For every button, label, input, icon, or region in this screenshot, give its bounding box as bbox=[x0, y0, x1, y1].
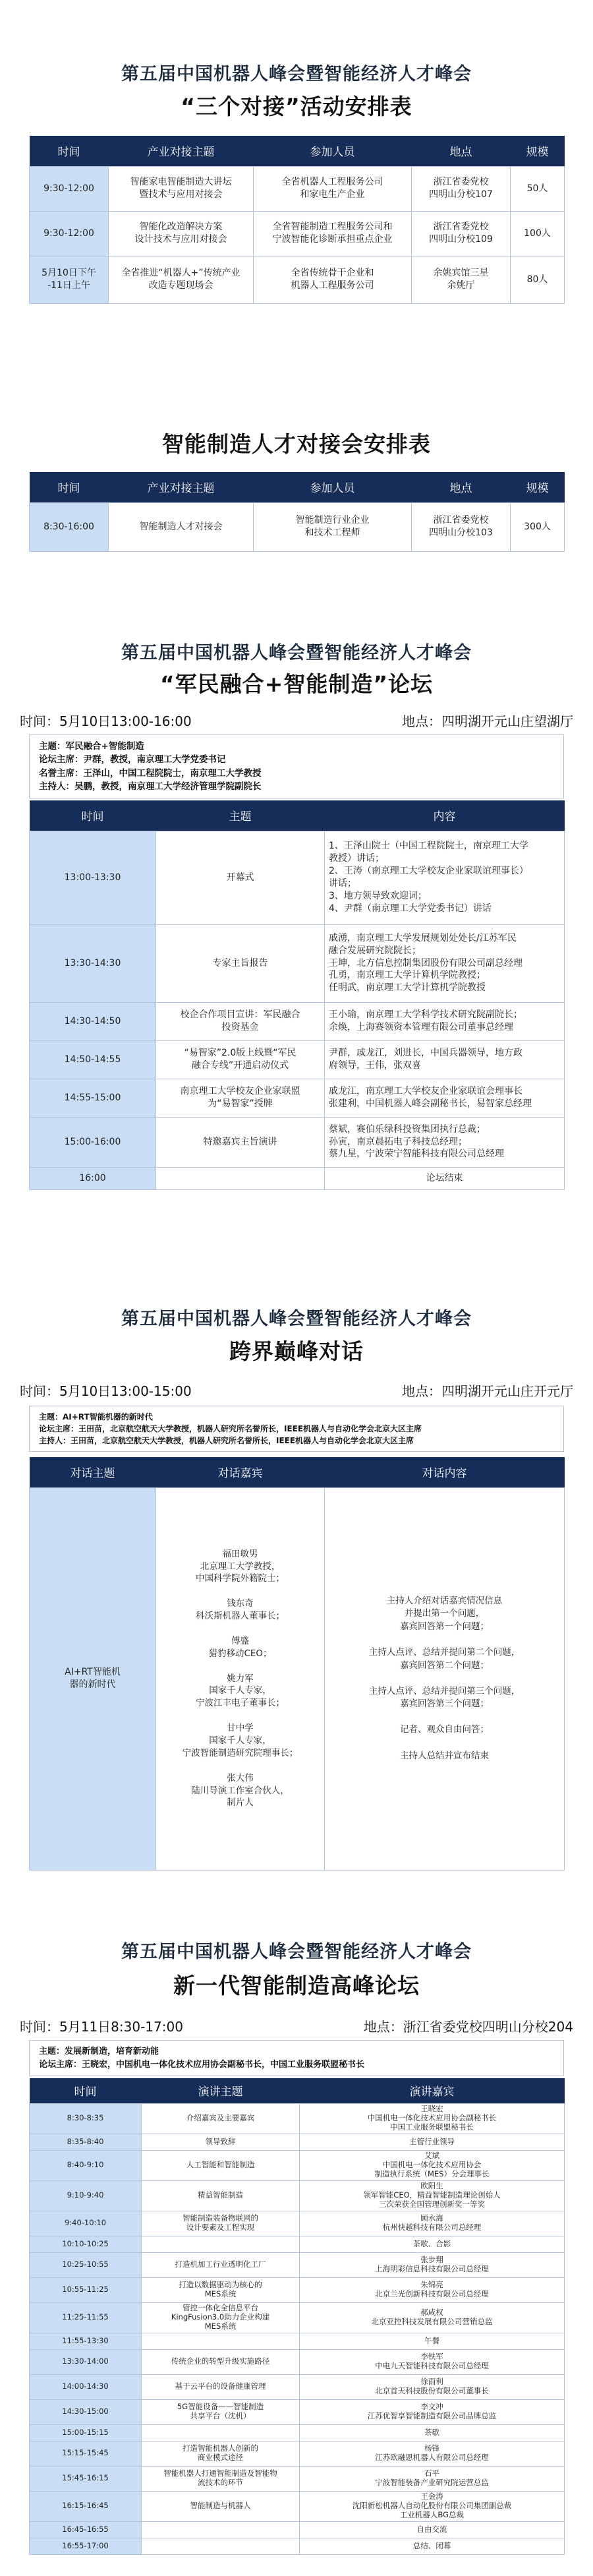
header-cell: 产业对接主题 bbox=[109, 472, 254, 502]
forum-place: 地点：四明湖开元山庄望湖厅 bbox=[402, 713, 573, 729]
table-cell: 全省智能制造工程服务公司和 宁波智能化诊断承担重点企业 bbox=[254, 211, 412, 256]
dialogue-content: 主持人介绍对话嘉宾情况信息 并提出第一个问题， 嘉宾回答第一个问题； 主持人点评、总结并提问第二个问题， 嘉宾回答第二个问题； 主持人点评、总结并提问第三个问题， 嘉宾回答第三个问题； 记者、观众自由问答； 主持人总结并宣布结束 bbox=[325, 1487, 565, 1870]
table-cell: 16:15-16:45 bbox=[30, 2491, 142, 2521]
table-header-row bbox=[30, 800, 565, 831]
table-cell: 智能家电智能制造大讲坛 暨技术与应用对接会 bbox=[109, 166, 254, 211]
table-cell: 11:55-13:30 bbox=[30, 2333, 142, 2349]
table-cell: 10:55-11:25 bbox=[30, 2277, 142, 2302]
section4-title: 第五届中国机器人峰会暨智能经济人才峰会 bbox=[121, 1309, 472, 1329]
info-line: 名誉主席：王泽山，中国工程院院士，南京理工大学教授 bbox=[39, 767, 262, 779]
header-cell: 规模 bbox=[511, 472, 565, 502]
table-header-row bbox=[30, 472, 565, 502]
table-row bbox=[30, 2521, 565, 2538]
table-cell bbox=[142, 2236, 300, 2252]
table-cell: 王晓宏 中国机电一体化技术应用协会副秘书长 中国工业服务联盟秘书长 bbox=[300, 2103, 565, 2134]
table-cell: 8:30-16:00 bbox=[30, 502, 109, 551]
table-cell: 智能制造装备物联网的 设计要素及工程实现 bbox=[142, 2211, 300, 2236]
table-cell: 王小瑜，南京理工大学科学技术研究院副院长； 余焕，上海赛领资本管理有限公司董事总经理 bbox=[325, 1002, 565, 1040]
table-row bbox=[30, 2399, 565, 2424]
table-cell: 张步翔 上海明彩信息科技有限公司总经理 bbox=[300, 2252, 565, 2277]
table-row bbox=[30, 2491, 565, 2521]
table-row bbox=[30, 2424, 565, 2441]
header-cell: 内容 bbox=[325, 800, 565, 831]
info-line: 论坛主席：王田苗，北京航空航天大学教授，机器人研究所名誉所长，IEEE机器人与自动化学会北京大区主席 bbox=[39, 1424, 422, 1433]
info-line: 主题：AI+RT智能机器的新时代 bbox=[39, 1412, 153, 1422]
table-cell: 郝咸权 北京亚控科技发展有限公司营销总监 bbox=[300, 2302, 565, 2333]
info-line: 主题：军民融合+智能制造 bbox=[39, 741, 144, 752]
table-cell: 全省传统骨干企业和 机器人工程服务公司 bbox=[254, 256, 412, 303]
section1-table bbox=[29, 136, 564, 304]
table-cell: 50人 bbox=[511, 166, 565, 211]
table-cell: 茶歇、合影 bbox=[300, 2236, 565, 2252]
forum-time: 时间：5月11日8:30-17:00 bbox=[20, 2019, 183, 2035]
table-cell: 总结、闭幕 bbox=[300, 2538, 565, 2554]
table-cell: 专家主旨报告 bbox=[156, 924, 325, 1002]
section4-info-box bbox=[29, 1406, 564, 1452]
table-cell: 李铁军 中电九天智能科技有限公司总经理 bbox=[300, 2349, 565, 2374]
table-row bbox=[30, 2302, 565, 2333]
table-cell: 朱锦亮 北京兰光创新科技有限公司总经理 bbox=[300, 2277, 565, 2302]
table-row bbox=[30, 2466, 565, 2491]
table-header-row bbox=[30, 136, 565, 166]
section3-subtitle: “军民融合+智能制造”论坛 bbox=[159, 671, 434, 697]
table-cell: 14:30-14:50 bbox=[30, 1002, 156, 1040]
table-cell: 尹群，戚龙江，刘进长，中国兵器领导，地方政 府领导，王伟，张双喜 bbox=[325, 1040, 565, 1079]
table-cell: 15:00-15:15 bbox=[30, 2424, 142, 2441]
table-cell: 打造机加工行业透明化工厂 bbox=[142, 2252, 300, 2277]
table-cell: 9:30-12:00 bbox=[30, 211, 109, 256]
table-cell: 杨锋 江苏欧融恩机器人有限公司总经理 bbox=[300, 2441, 565, 2466]
table-cell: 智能制造人才对接会 bbox=[109, 502, 254, 551]
table-cell: 80人 bbox=[511, 256, 565, 303]
header-cell: 时间 bbox=[30, 800, 156, 831]
table-cell: 校企合作项目宣讲：军民融合 投资基金 bbox=[156, 1002, 325, 1040]
table-row bbox=[30, 1040, 565, 1079]
table-cell: 1、王泽山院士（中国工程院院士，南京理工大学 教授）讲话； 2、王涛（南京理工大学校友企业家联谊理事长） 讲话； 3、地方领导致欢迎词； 4、尹群（南京理工大学党委书记）讲话 bbox=[325, 831, 565, 924]
section4-meta bbox=[20, 1381, 573, 1400]
table-cell: 戚湧，南京理工大学发展规划处处长/江苏军民 融合发展研究院院长； 王坤，北方信息控制集团股份有限公司副总经理 孔勇，南京理工大学计算机学院教授； 任明武，南京理工大学计算机学院教授 bbox=[325, 924, 565, 1002]
info-line: 主持人：吴鹏，教授，南京理工大学经济管理学院副院长 bbox=[39, 781, 262, 792]
table-cell: 顾永海 杭州快越科技有限公司总经理 bbox=[300, 2211, 565, 2236]
header-cell: 产业对接主题 bbox=[109, 136, 254, 166]
table-cell: 14:55-15:00 bbox=[30, 1079, 156, 1117]
table-cell: 11:25-11:55 bbox=[30, 2302, 142, 2333]
table-header-row bbox=[30, 1457, 565, 1487]
table-row bbox=[30, 1079, 565, 1117]
table-cell: 精益智能制造 bbox=[142, 2180, 300, 2211]
section5-subtitle: 新一代智能制造高峰论坛 bbox=[173, 1973, 420, 1998]
table-cell bbox=[156, 1167, 325, 1189]
table-cell: 14:50-14:55 bbox=[30, 1040, 156, 1079]
table-row bbox=[30, 1487, 565, 1870]
table-cell: 8:30-8:35 bbox=[30, 2103, 142, 2134]
header-cell: 地点 bbox=[412, 136, 511, 166]
table-cell: 浙江省委党校 四明山分校109 bbox=[412, 211, 511, 256]
section3-meta bbox=[20, 711, 573, 730]
table-cell: 传统企业的转型升级实施路径 bbox=[142, 2349, 300, 2374]
table-cell: 茶歇 bbox=[300, 2424, 565, 2441]
table-row bbox=[30, 166, 565, 211]
section5-meta bbox=[20, 2016, 573, 2035]
table-cell: 打造智能机器人创新的 商业模式途径 bbox=[142, 2441, 300, 2466]
table-cell: 石平 宁波智能装备产业研究院运营总监 bbox=[300, 2466, 565, 2491]
forum-place: 地点：浙江省委党校四明山分校204 bbox=[363, 2019, 573, 2035]
table-cell: 欧阳生 领军智能CEO，精益智能制造理论创始人 三次荣获全国管理创新奖一等奖 bbox=[300, 2180, 565, 2211]
table-cell: 智能制造行业企业 和技术工程师 bbox=[254, 502, 412, 551]
table-row bbox=[30, 1167, 565, 1189]
table-row bbox=[30, 2349, 565, 2374]
table-cell: 介绍嘉宾及主要嘉宾 bbox=[142, 2103, 300, 2134]
header-cell: 时间 bbox=[30, 2078, 142, 2103]
header-cell: 对话嘉宾 bbox=[156, 1457, 325, 1487]
header-cell: 时间 bbox=[30, 472, 109, 502]
table-cell: 领导致辞 bbox=[142, 2134, 300, 2150]
section5-table bbox=[29, 2078, 564, 2555]
dialogue-topic: AI+RT智能机 器的新时代 bbox=[30, 1487, 156, 1870]
table-cell: 徐雨利 北京首天科技股份有限公司董事长 bbox=[300, 2374, 565, 2399]
table-cell: 16:55-17:00 bbox=[30, 2538, 142, 2554]
table-cell: 13:00-13:30 bbox=[30, 831, 156, 924]
table-cell: 论坛结束 bbox=[325, 1167, 565, 1189]
table-cell: 浙江省委党校 四明山分校107 bbox=[412, 166, 511, 211]
table-cell bbox=[142, 2538, 300, 2554]
section3-title: 第五届中国机器人峰会暨智能经济人才峰会 bbox=[121, 643, 472, 663]
dialogue-time: 时间：5月10日13:00-15:00 bbox=[20, 1383, 192, 1399]
header-cell: 地点 bbox=[412, 472, 511, 502]
table-cell: 8:40-9:10 bbox=[30, 2150, 142, 2180]
section5-info-box bbox=[29, 2040, 564, 2076]
table-row bbox=[30, 2374, 565, 2399]
table-row bbox=[30, 2252, 565, 2277]
table-cell: 艾斌 中国机电一体化技术应用协会 制造执行系统（MES）分会理事长 bbox=[300, 2150, 565, 2180]
dialogue-place: 地点：四明湖开元山庄开元厅 bbox=[402, 1383, 573, 1399]
table-row bbox=[30, 2441, 565, 2466]
table-cell: 基于云平台的设备健康管理 bbox=[142, 2374, 300, 2399]
header-cell: 时间 bbox=[30, 136, 109, 166]
info-line: 论坛主席：王晓宏，中国机电一体化技术应用协会副秘书长，中国工业服务联盟秘书长 bbox=[39, 2059, 365, 2070]
table-row bbox=[30, 256, 565, 303]
table-cell: 16:00 bbox=[30, 1167, 156, 1189]
table-cell: 余姚宾馆三星 余姚厅 bbox=[412, 256, 511, 303]
table-row bbox=[30, 2236, 565, 2252]
table-row bbox=[30, 2103, 565, 2134]
header-cell: 演讲嘉宾 bbox=[300, 2078, 565, 2103]
header-cell: 对话主题 bbox=[30, 1457, 156, 1487]
table-row bbox=[30, 2211, 565, 2236]
table-row bbox=[30, 502, 565, 551]
table-cell: 10:10-10:25 bbox=[30, 2236, 142, 2252]
section1-title: 第五届中国机器人峰会暨智能经济人才峰会 bbox=[121, 64, 472, 84]
table-row bbox=[30, 2180, 565, 2211]
table-cell: 300人 bbox=[511, 502, 565, 551]
table-cell: 15:15-15:45 bbox=[30, 2441, 142, 2466]
info-line: 主题：发展新制造，培育新动能 bbox=[39, 2047, 159, 2056]
table-cell: 李文冲 江苏优智享智能制造有限公司品牌总监 bbox=[300, 2399, 565, 2424]
table-row bbox=[30, 1002, 565, 1040]
table-cell: 13:30-14:00 bbox=[30, 2349, 142, 2374]
section5-title: 第五届中国机器人峰会暨智能经济人才峰会 bbox=[121, 1942, 472, 1962]
table-cell: 5月10日下午 -11日上午 bbox=[30, 256, 109, 303]
table-cell bbox=[142, 2424, 300, 2441]
table-cell: 5G智能设备——智能制造 共享平台（沈机） bbox=[142, 2399, 300, 2424]
table-cell: 14:00-14:30 bbox=[30, 2374, 142, 2399]
table-cell: 9:30-12:00 bbox=[30, 166, 109, 211]
section3-info-box bbox=[29, 734, 564, 798]
header-cell: 演讲主题 bbox=[142, 2078, 300, 2103]
header-cell: 规模 bbox=[511, 136, 565, 166]
info-line: 论坛主席：尹群，教授，南京理工大学党委书记 bbox=[39, 754, 226, 765]
table-row bbox=[30, 211, 565, 256]
table-cell: 8:35-8:40 bbox=[30, 2134, 142, 2150]
table-cell: 全省机器人工程服务公司 和家电生产企业 bbox=[254, 166, 412, 211]
section2-subtitle: 智能制造人才对接会安排表 bbox=[162, 431, 431, 457]
table-cell: 人工智能和智能制造 bbox=[142, 2150, 300, 2180]
section2-table bbox=[29, 472, 564, 552]
table-cell: 智能制造与机器人 bbox=[142, 2491, 300, 2521]
info-line: 主持人：王田苗，北京航空航天大学教授，机器人研究所名誉所长，IEEE机器人与自动化学会北京大区主席 bbox=[39, 1436, 414, 1445]
header-cell: 主题 bbox=[156, 800, 325, 831]
table-cell: 自由交流 bbox=[300, 2521, 565, 2538]
table-row bbox=[30, 2333, 565, 2349]
dialogue-guests: 福田敏男 北京理工大学教授， 中国科学院外籍院士； 钱东奇 科沃斯机器人董事长； 傅盛 猎豹移动CEO； 姚力军 国家千人专家， 宁波江丰电子董事长； 甘中学 国家千人专家， 宁波智能制造研究院理事长； 张大伟 陆川导演工作室合伙人， 制片人 bbox=[156, 1487, 325, 1870]
table-cell: 管控一体化全信息平台 KingFusion3.0助力企业构建 MES系统 bbox=[142, 2302, 300, 2333]
table-row bbox=[30, 2538, 565, 2554]
table-cell: 打造以数据驱动为核心的 MES系统 bbox=[142, 2277, 300, 2302]
section1-subtitle: “三个对接”活动安排表 bbox=[181, 94, 412, 119]
table-cell: 王金涛 沈阳新松机器人自动化股份有限公司集团副总裁 工业机器人BG总裁 bbox=[300, 2491, 565, 2521]
table-row bbox=[30, 2150, 565, 2180]
table-cell: 蔡斌，赛伯乐绿科投资集团执行总裁； 孙寅，南京晨拓电子科技总经理； 蔡九星，宁波荣宁智能科技有限公司总经理 bbox=[325, 1117, 565, 1167]
table-cell: 浙江省委党校 四明山分校103 bbox=[412, 502, 511, 551]
table-cell: 全省推进“机器人+”传统产业 改造专题现场会 bbox=[109, 256, 254, 303]
table-row bbox=[30, 2134, 565, 2150]
table-cell: 100人 bbox=[511, 211, 565, 256]
table-cell: 午餐 bbox=[300, 2333, 565, 2349]
table-cell: 9:10-9:40 bbox=[30, 2180, 142, 2211]
table-row bbox=[30, 2277, 565, 2302]
table-cell bbox=[142, 2333, 300, 2349]
forum-time: 时间：5月10日13:00-16:00 bbox=[20, 713, 192, 729]
section4-subtitle: 跨界巅峰对话 bbox=[229, 1338, 364, 1364]
table-cell bbox=[142, 2521, 300, 2538]
table-header-row bbox=[30, 2078, 565, 2103]
header-cell: 参加人员 bbox=[254, 472, 412, 502]
table-cell: “易智家”2.0版上线暨“军民 融合专线”开通启动仪式 bbox=[156, 1040, 325, 1079]
table-row bbox=[30, 1117, 565, 1167]
table-cell: 主管行业领导 bbox=[300, 2134, 565, 2150]
table-cell: 14:30-15:00 bbox=[30, 2399, 142, 2424]
table-row bbox=[30, 831, 565, 924]
table-cell: 16:45-16:55 bbox=[30, 2521, 142, 2538]
table-cell: 9:40-10:10 bbox=[30, 2211, 142, 2236]
table-cell: 15:00-16:00 bbox=[30, 1117, 156, 1167]
header-cell: 参加人员 bbox=[254, 136, 412, 166]
table-cell: 戚龙江，南京理工大学校友企业家联谊会理事长 张建利，中国机器人峰会副秘书长，易智家总经理 bbox=[325, 1079, 565, 1117]
table-cell: 10:25-10:55 bbox=[30, 2252, 142, 2277]
header-cell: 对话内容 bbox=[325, 1457, 565, 1487]
table-cell: 智能机器人打通智能制造及智能物 流技术的环节 bbox=[142, 2466, 300, 2491]
table-cell: 南京理工大学校友企业家联盟 为“易智家”授牌 bbox=[156, 1079, 325, 1117]
table-row bbox=[30, 924, 565, 1002]
table-cell: 15:45-16:15 bbox=[30, 2466, 142, 2491]
table-cell: 特邀嘉宾主旨演讲 bbox=[156, 1117, 325, 1167]
section4-table bbox=[29, 1457, 564, 1871]
table-cell: 开幕式 bbox=[156, 831, 325, 924]
section3-table bbox=[29, 800, 564, 1190]
table-cell: 智能化改造解决方案 设计技术与应用对接会 bbox=[109, 211, 254, 256]
table-cell: 13:30-14:30 bbox=[30, 924, 156, 1002]
